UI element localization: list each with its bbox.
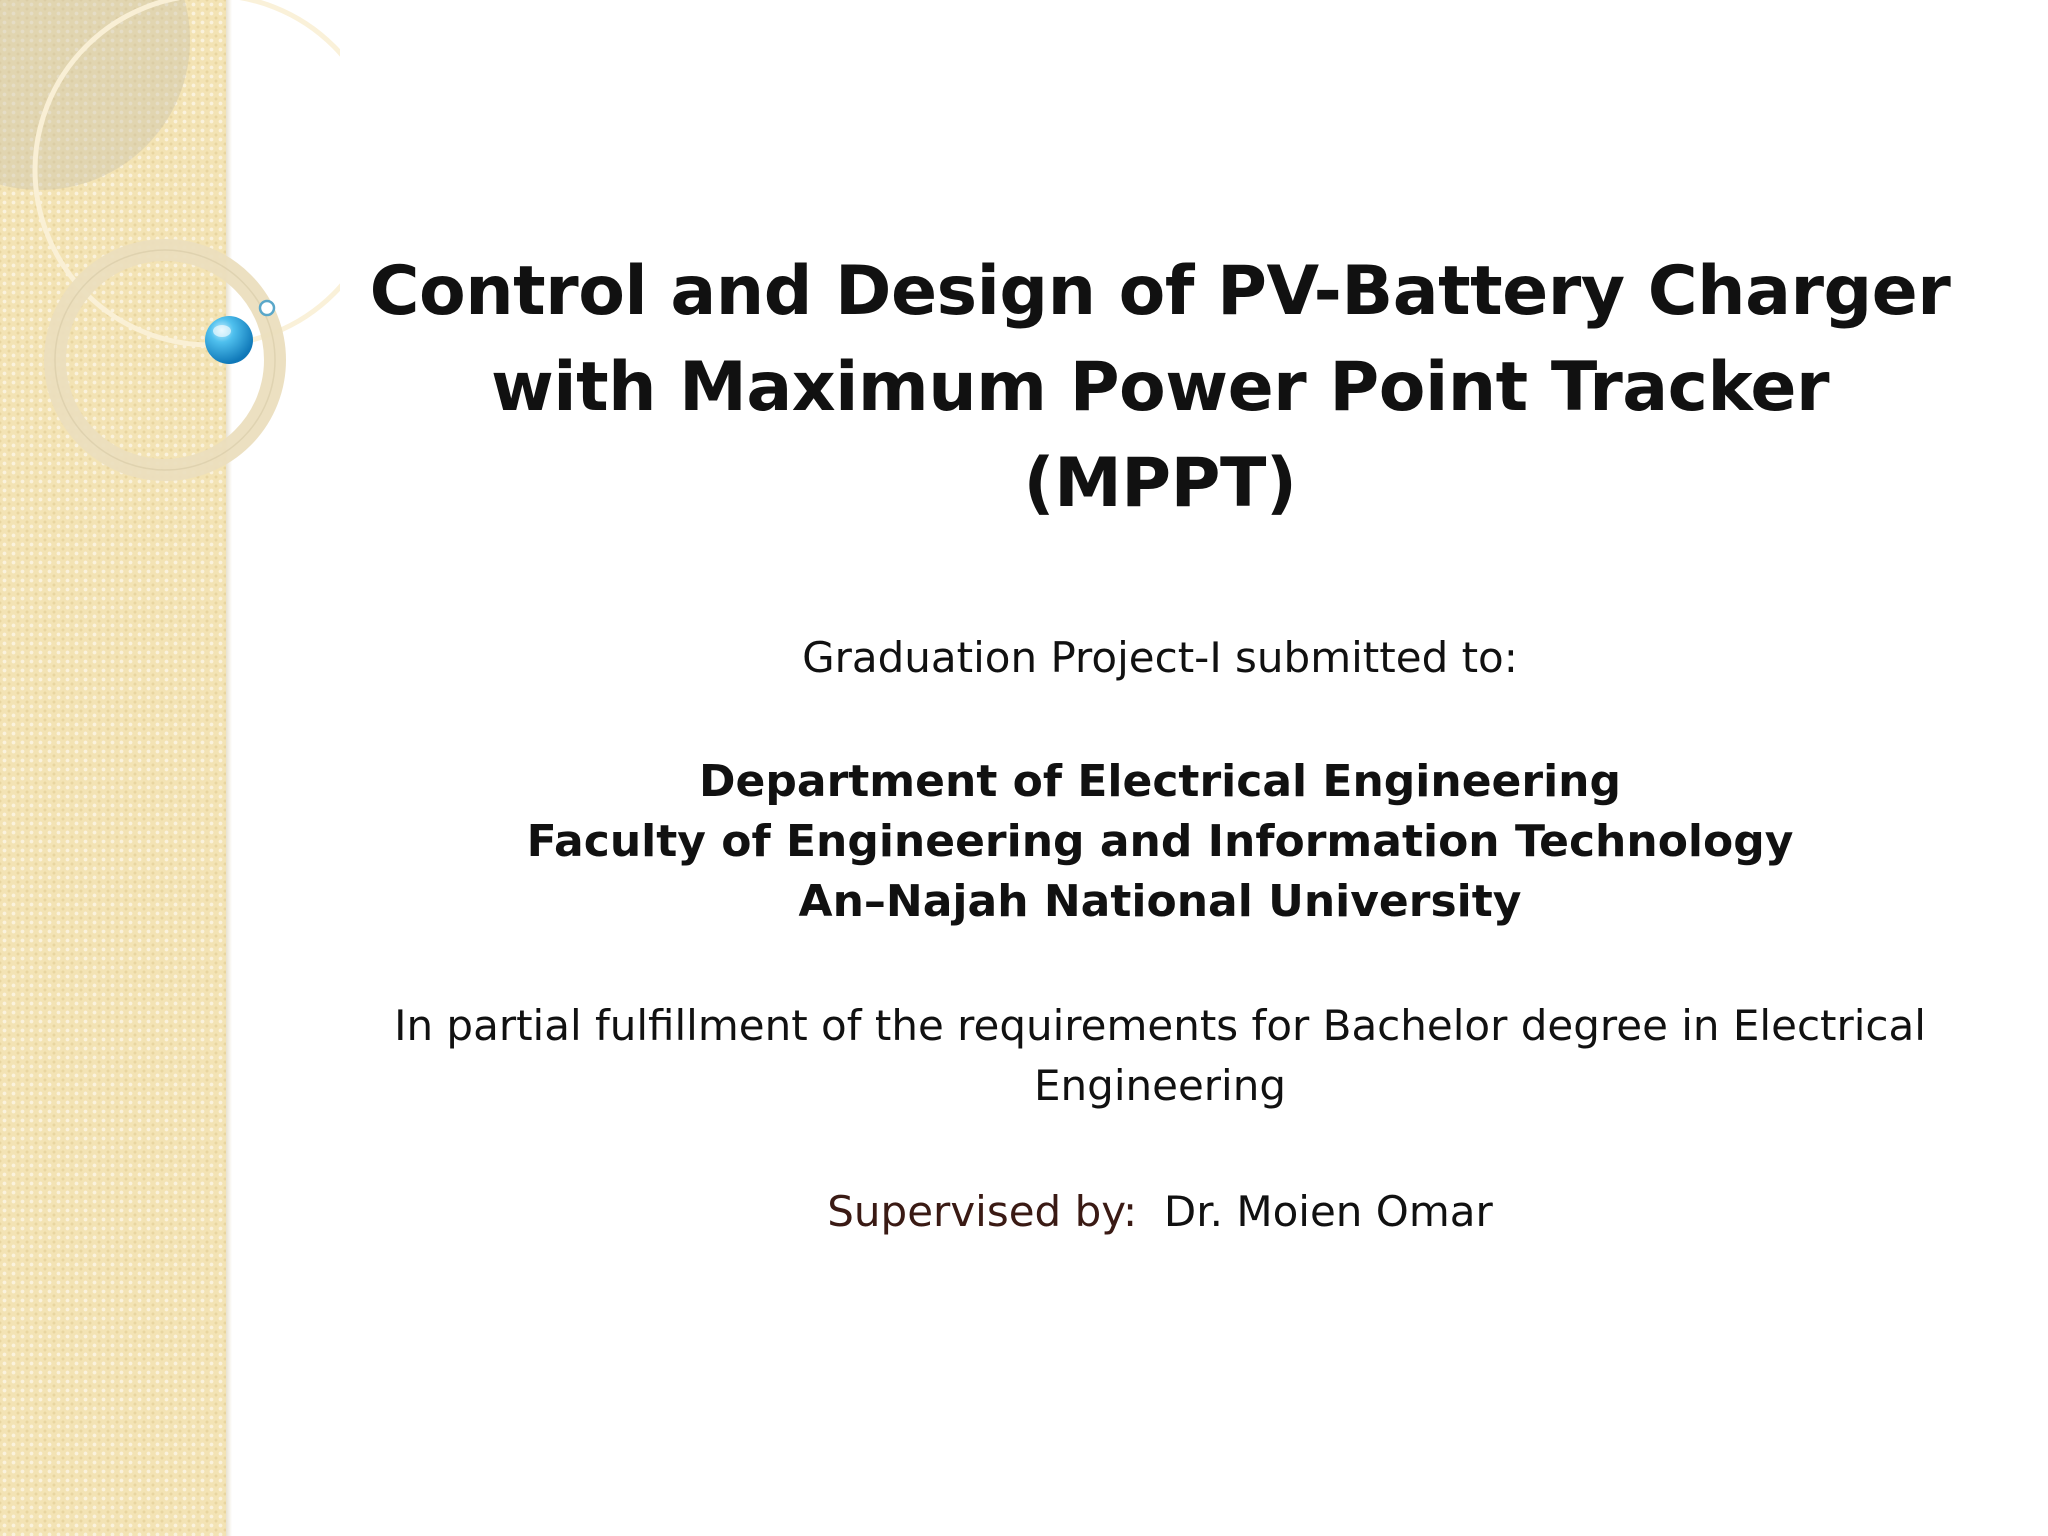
fulfillment-text-line-2: Engineering: [1034, 1061, 1286, 1110]
deco-disk-icon: [0, 0, 190, 190]
supervised-by-label: Supervised by:: [827, 1187, 1138, 1236]
fulfillment-text-line-1: In partial fulfillment of the requirements for Bachelor degree in Electrical: [394, 1001, 1926, 1050]
department-text: Department of Electrical Engineering: [699, 756, 1621, 807]
title-line-2: with Maximum Power Point Tracker: [490, 348, 1830, 427]
faculty-text: Faculty of Engineering and Information Technology: [526, 816, 1794, 867]
submitted-to-text: Graduation Project-I submitted to:: [802, 633, 1518, 682]
blue-ball-icon: [205, 316, 253, 364]
decorative-rings-icon: [0, 0, 340, 520]
small-ring-icon: [260, 301, 274, 315]
title-line-1: Control and Design of PV-Battery Charger: [369, 252, 1951, 331]
slide-title: [340, 244, 1980, 532]
title-line-3: (MPPT): [1023, 444, 1297, 523]
supervisor-line: [340, 1182, 1980, 1242]
supervisor-name: Dr. Moien Omar: [1163, 1187, 1493, 1236]
university-text: An–Najah National University: [798, 876, 1522, 927]
